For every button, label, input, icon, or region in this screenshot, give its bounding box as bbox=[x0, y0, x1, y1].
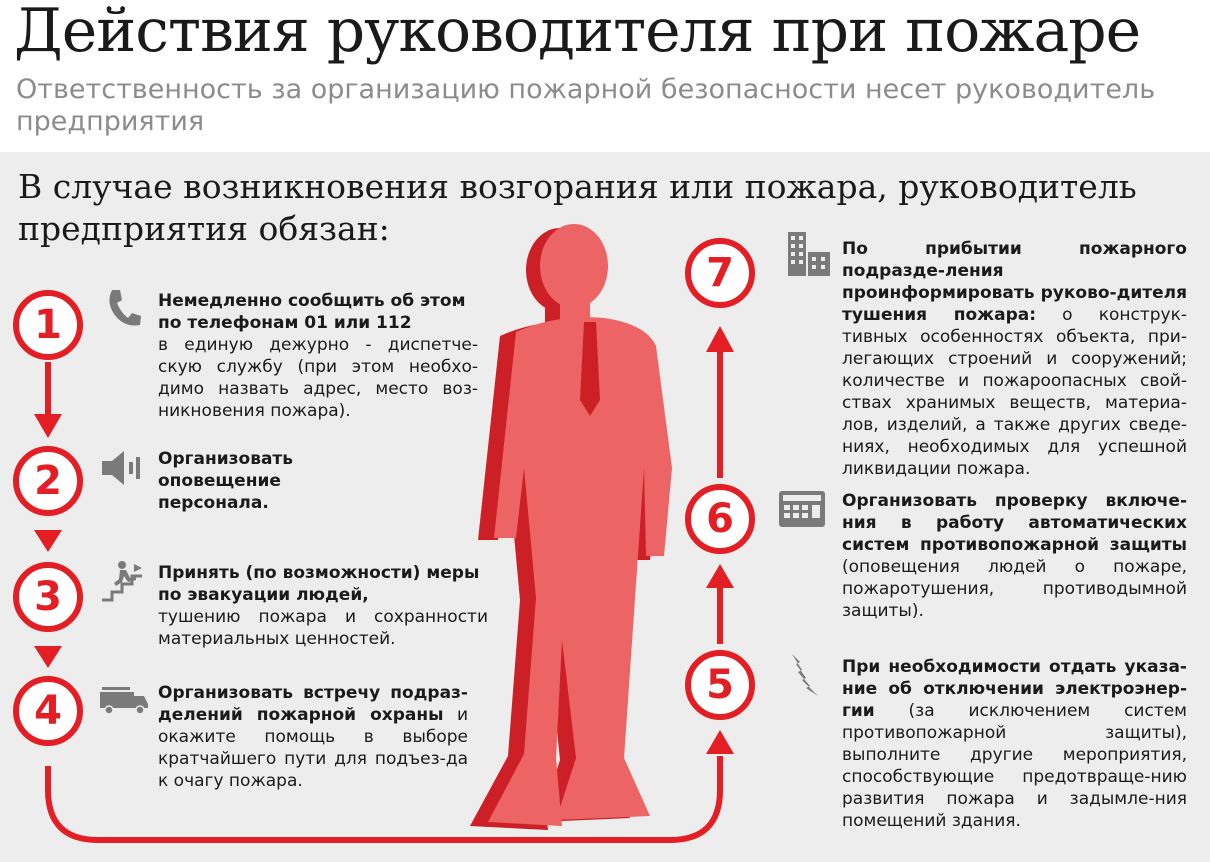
step-5-bold: При необходимости отдать указа-ние об отключении электроэнер-гии bbox=[842, 657, 1187, 721]
step-3-badge: 3 bbox=[13, 562, 83, 632]
lead-text: В случае возникновения возгорания или пожара, руководитель предприятия обязан: bbox=[18, 167, 1137, 248]
step-2-badge: 2 bbox=[13, 446, 83, 516]
step-6-badge: 6 bbox=[685, 484, 755, 554]
step-2-text bbox=[158, 448, 338, 514]
step-6-description: (оповещения людей о пожаре, пожаротушения, противодымной защиты). bbox=[842, 557, 1187, 621]
phone-icon bbox=[106, 288, 142, 328]
step-3-bold: Принять (по возможности) меры по эвакуации людей, bbox=[158, 563, 480, 605]
speaker-icon bbox=[100, 448, 146, 488]
step-6-bold: Организовать проверку включе-ния в работу автоматических систем противопожарной защиты bbox=[842, 491, 1187, 555]
lightning-icon bbox=[786, 652, 820, 696]
step-4-description: и окажите помощь в выборе кратчайшего пути для подъез-да к очагу пожара. bbox=[158, 705, 469, 791]
step-5-text bbox=[842, 656, 1187, 832]
control-panel-icon bbox=[778, 490, 826, 528]
arrow-1-to-2 bbox=[34, 362, 62, 438]
step-7-bold: По прибытии пожарного подразде-ления проинформировать руково-дителя тушения пожара: bbox=[842, 239, 1187, 325]
step-7-badge: 7 bbox=[685, 238, 755, 308]
step-2-bold: Организовать оповещение персонала. bbox=[158, 449, 294, 513]
page-subtitle: Ответственность за организацию пожарной безопасности несет руководитель предприятия bbox=[16, 74, 1156, 137]
arrow-2-to-3 bbox=[34, 530, 62, 552]
step-4-badge: 4 bbox=[13, 676, 83, 746]
step-5-badge: 5 bbox=[685, 650, 755, 720]
fire-truck-icon bbox=[98, 684, 150, 716]
step-7-text bbox=[842, 238, 1187, 480]
step-1-badge: 1 bbox=[13, 290, 83, 360]
arrow-5-to-6 bbox=[706, 564, 734, 644]
arrowhead-to-5 bbox=[706, 730, 734, 754]
arrow-6-to-7 bbox=[706, 326, 734, 478]
evacuation-stairs-icon bbox=[100, 560, 148, 602]
step-5-description: (за исключением систем противопожарной защиты), выполните другие мероприятия, способствующие предотвраще-нию развития пожара и задымле-ния помещений здания. bbox=[842, 701, 1187, 831]
step-7-description: о конструк-тивных особенностях объекта, при-легающих строений и сооружений; количестве и пожароопасных свой-ствах хранимых веществ, материа-лов, изделий, а также других сведе-ниях, необходимых для успешной ликвидации пожара. bbox=[842, 305, 1188, 479]
arrow-3-to-4 bbox=[34, 646, 62, 668]
step-4-bold: Организовать встречу подраз-делений пожарной охраны bbox=[158, 683, 468, 725]
step-1-text bbox=[158, 290, 478, 422]
step-4-text bbox=[158, 682, 468, 792]
step-1-bold: Немедленно сообщить об этом по телефонам 01 или 112 bbox=[158, 291, 466, 333]
step-1-description: в единую дежурно - диспетче-скую службу (при этом необхо-димо назвать адрес, место воз-никновения пожара). bbox=[158, 335, 478, 421]
page-title: Действия руководителя при пожаре bbox=[14, 0, 1141, 66]
step-3-description: тушению пожара и сохранности материальных ценностей. bbox=[158, 607, 488, 649]
step-3-text bbox=[158, 562, 488, 650]
buildings-icon bbox=[782, 230, 832, 278]
step-6-text bbox=[842, 490, 1187, 622]
